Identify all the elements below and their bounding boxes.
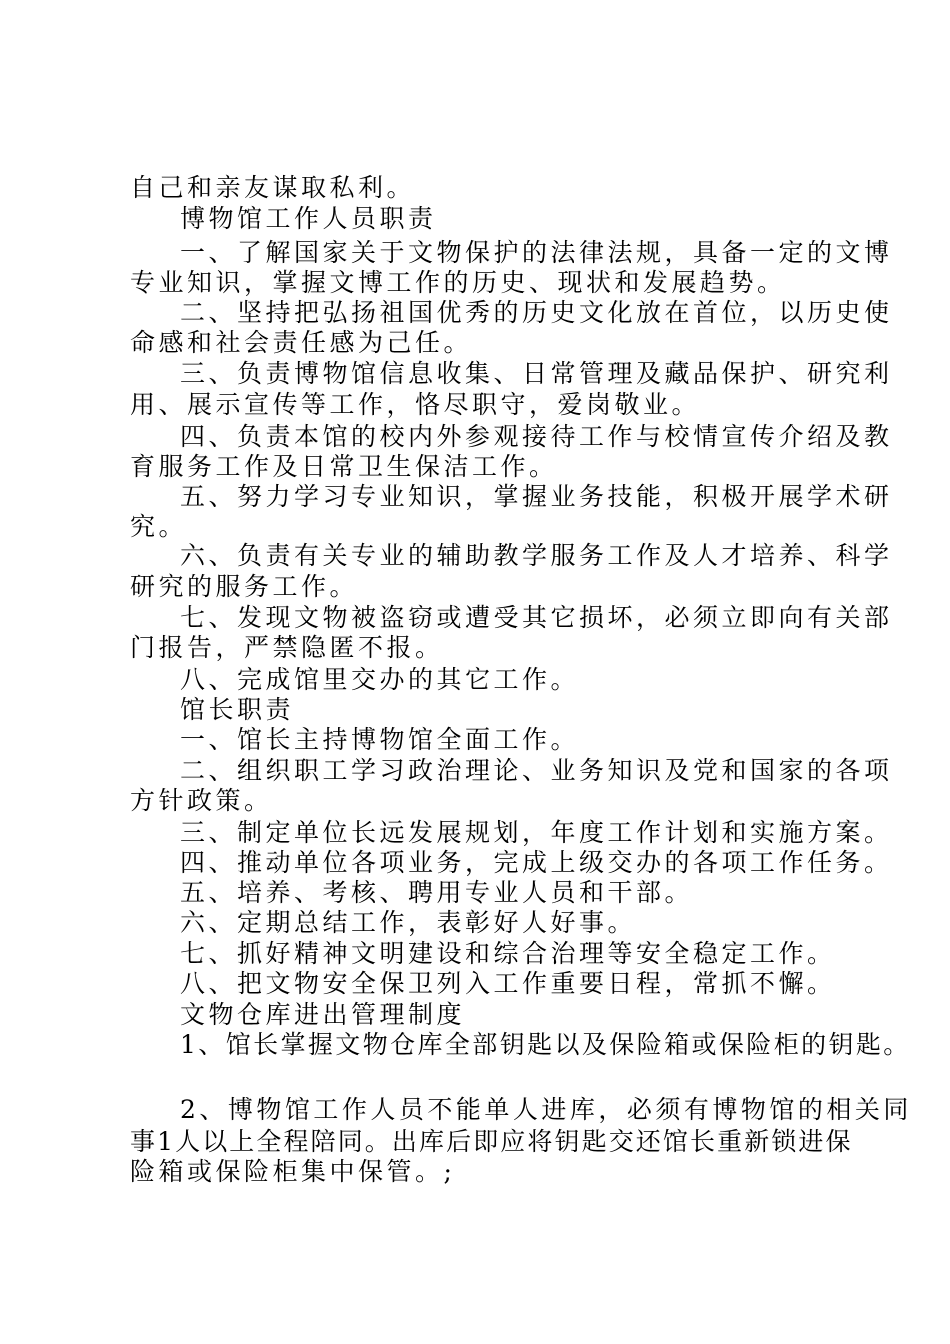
text-line: 门报告，严禁隐匿不报。 — [130, 633, 444, 662]
text-line: 三、负责博物馆信息收集、日常管理及藏品保护、研究利 — [180, 359, 893, 388]
text-line: 四、负责本馆的校内外参观接待工作与校情宣传介绍及教 — [180, 422, 893, 451]
text-line: 六、定期总结工作，表彰好人好事。 — [180, 908, 637, 937]
section-heading: 馆长职责 — [180, 695, 295, 724]
text-line: 七、抓好精神文明建设和综合治理等安全稳定工作。 — [180, 939, 836, 968]
section-heading: 文物仓库进出管理制度 — [180, 1000, 466, 1029]
text-line: 2、博物馆工作人员不能单人进库，必须有博物馆的相关同 — [180, 1095, 912, 1124]
text-line: 七、发现文物被盗窃或遭受其它损坏，必须立即向有关部 — [180, 603, 893, 632]
section-heading: 博物馆工作人员职责 — [180, 204, 437, 233]
text-line: 八、把文物安全保卫列入工作重要日程，常抓不懈。 — [180, 969, 836, 998]
text-line: 二、坚持把弘扬祖国优秀的历史文化放在首位，以历史使 — [180, 298, 893, 327]
text-line: 自己和亲友谋取私利。 — [130, 173, 416, 202]
text-line: 研究的服务工作。 — [130, 572, 359, 601]
text-line: 1、馆长掌握文物仓库全部钥匙以及保险箱或保险柜的钥匙。 — [180, 1030, 911, 1059]
text-line: 专业知识，掌握文博工作的历史、现状和发展趋势。 — [130, 268, 786, 297]
text-line: 究。 — [130, 512, 188, 541]
text-line: 一、了解国家关于文物保护的法律法规，具备一定的文博 — [180, 238, 893, 267]
text-line: 命感和社会责任感为己任。 — [130, 328, 473, 357]
text-line: 育服务工作及日常卫生保洁工作。 — [130, 452, 558, 481]
text-line: 五、努力学习专业知识，掌握业务技能，积极开展学术研 — [180, 482, 893, 511]
text-line: 二、组织职工学习政治理论、业务知识及党和国家的各项 — [180, 756, 893, 785]
text-line: 六、负责有关专业的辅助教学服务工作及人才培养、科学 — [180, 541, 893, 570]
text-line: 八、完成馆里交办的其它工作。 — [180, 665, 580, 694]
text-line: 用、展示宣传等工作，恪尽职守，爱岗敬业。 — [130, 390, 701, 419]
text-line: 五、培养、考核、聘用专业人员和干部。 — [180, 878, 694, 907]
text-line: 三、制定单位长远发展规划，年度工作计划和实施方案。 — [180, 818, 893, 847]
text-line: 四、推动单位各项业务，完成上级交办的各项工作任务。 — [180, 848, 893, 877]
text-line: 事1人以上全程陪同。出库后即应将钥匙交还馆长重新锁进保 — [130, 1127, 853, 1156]
text-line: 险箱或保险柜集中保管。; — [130, 1157, 456, 1186]
text-line: 方针政策。 — [130, 786, 273, 815]
text-line: 一、馆长主持博物馆全面工作。 — [180, 725, 580, 754]
